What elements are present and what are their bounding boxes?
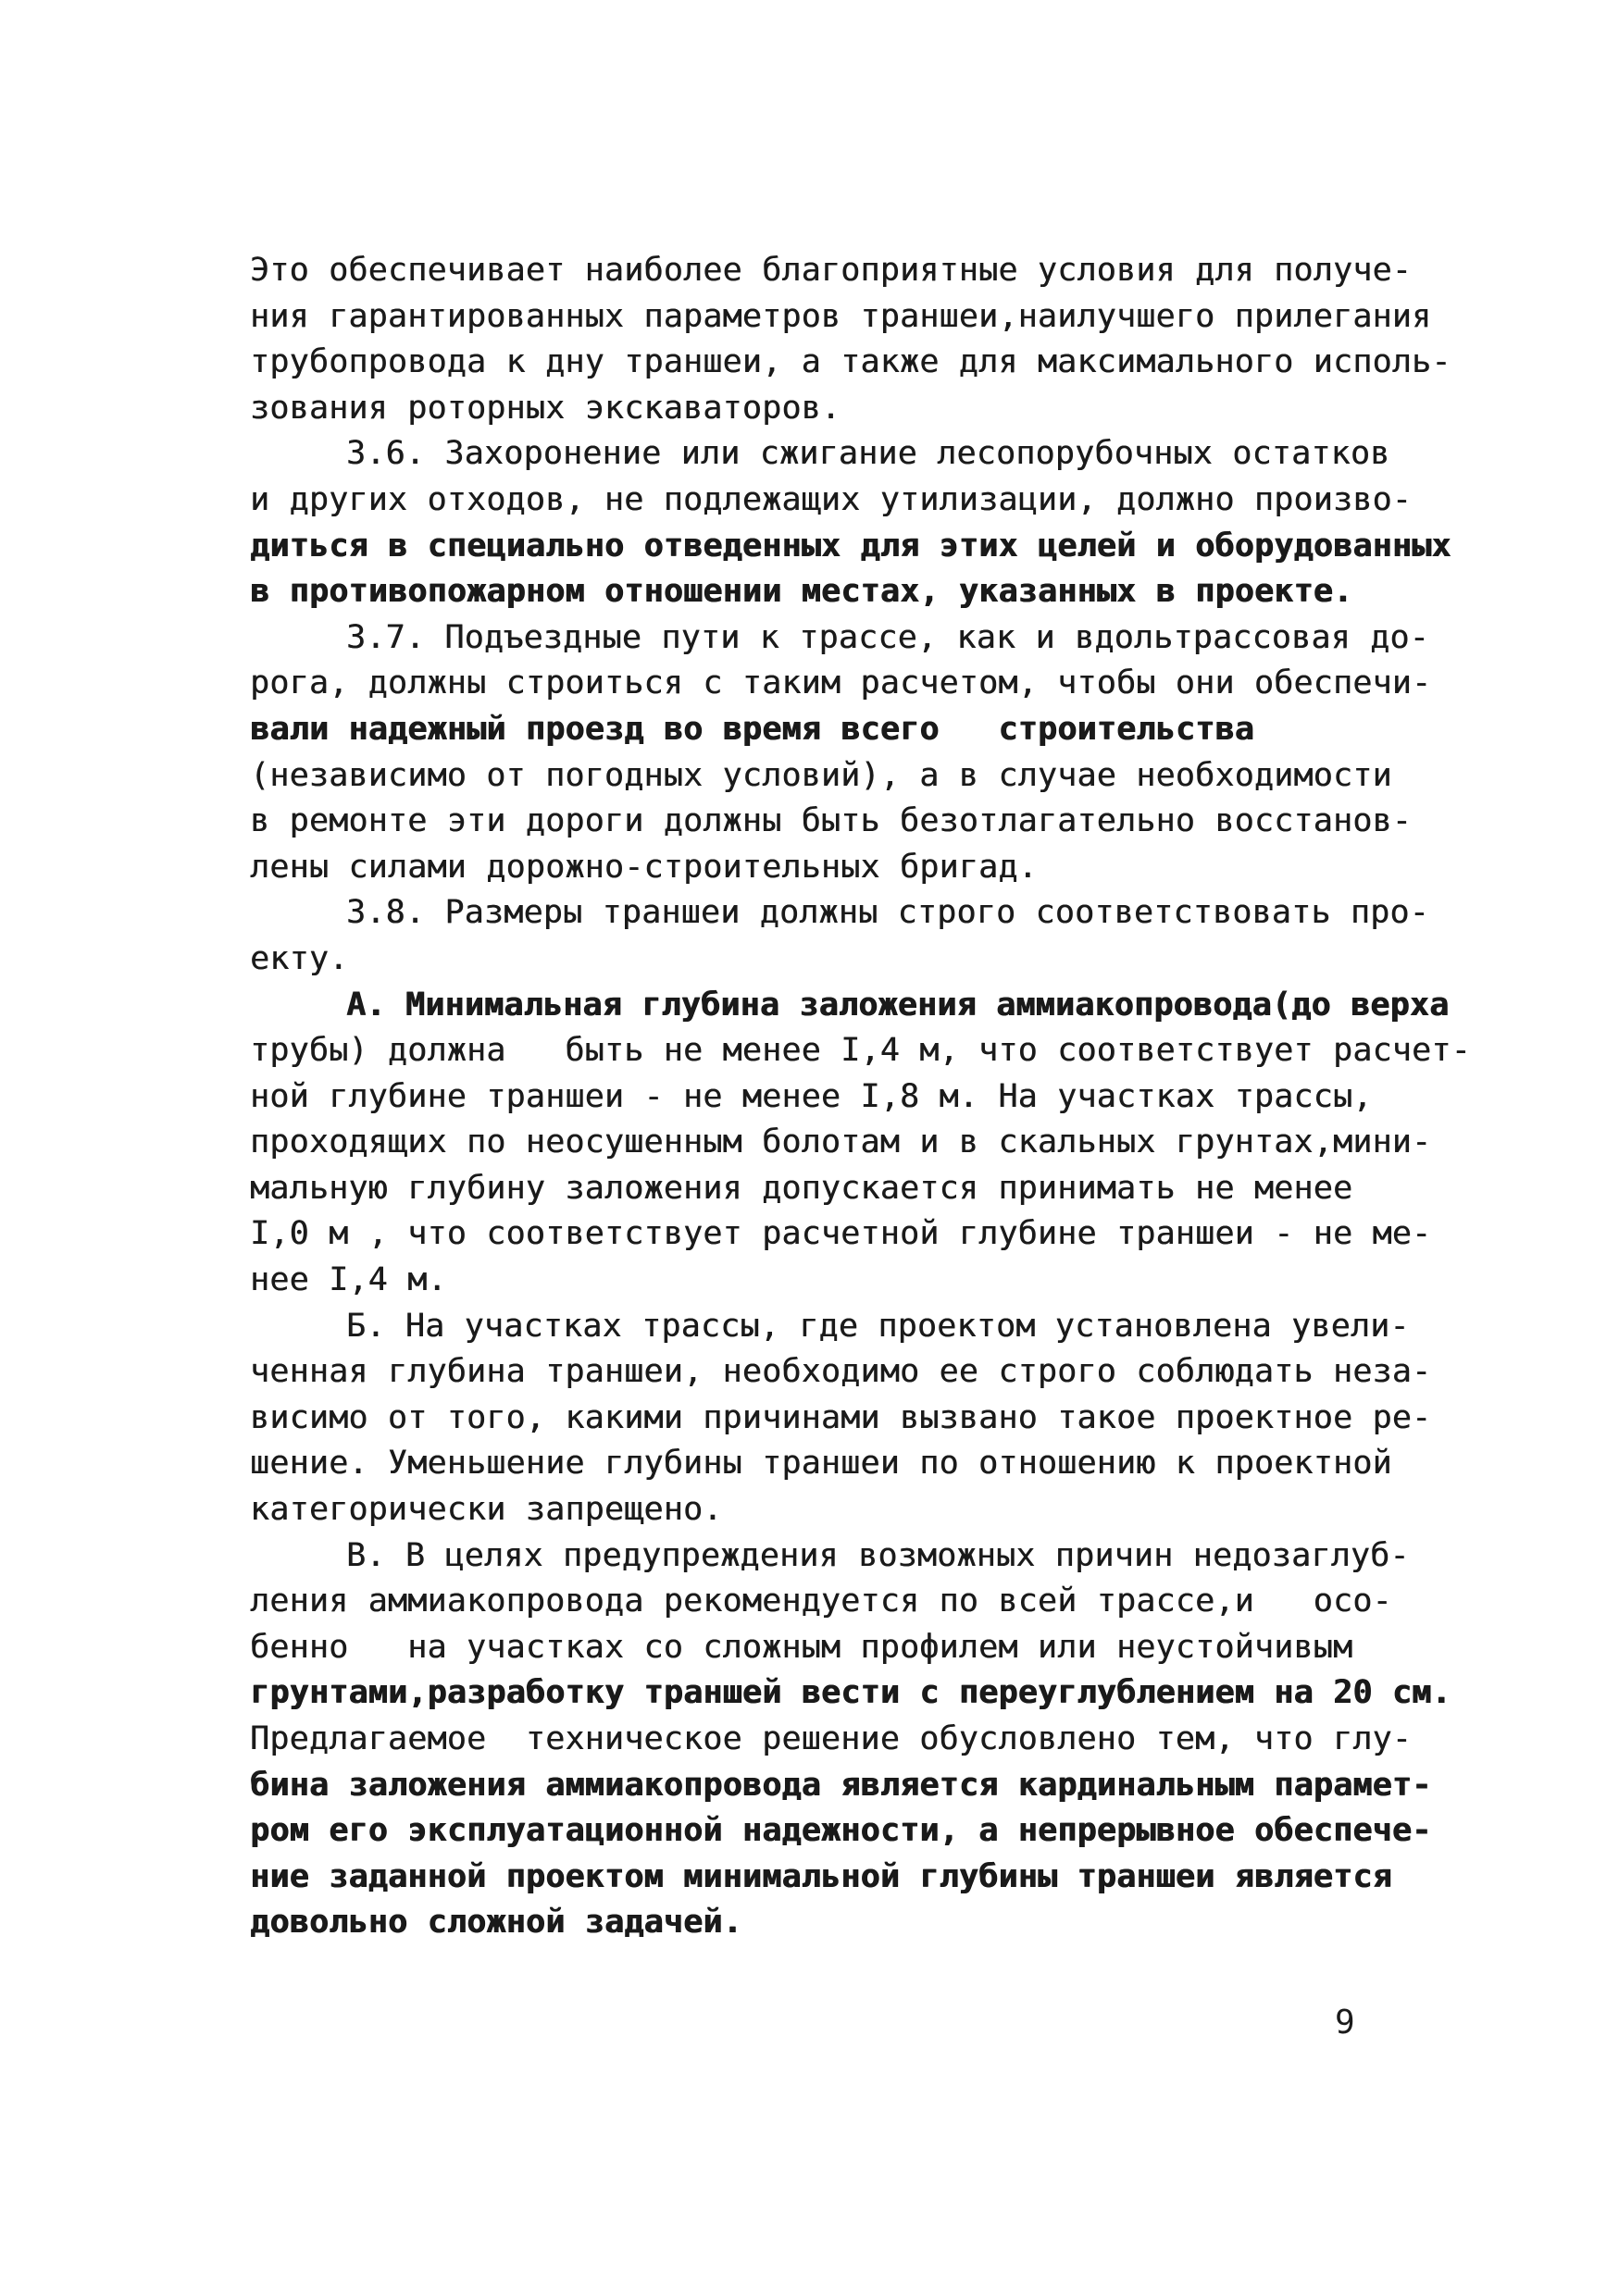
text-line: трубопровода к дну траншеи, а также для максимального исполь-	[250, 343, 1451, 381]
text-line: в ремонте эти дороги должны быть безотлагательно восстанов-	[250, 802, 1413, 840]
text-line: ром его эксплуатационной надежности, а непрерывное обеспече-	[250, 1812, 1432, 1850]
text-line: I,0 м , что соответствует расчетной глубине траншеи - не ме-	[250, 1215, 1432, 1253]
text-line: диться в специально отведенных для этих целей и оборудованных	[250, 527, 1451, 565]
text-line: екту.	[250, 939, 349, 977]
text-line: бенно на участках со сложным профилем или неустойчивым	[250, 1628, 1353, 1666]
text-line: грунтами,разработку траншей вести с переуглублением на 20 см.	[250, 1674, 1451, 1712]
text-line: проходящих по неосушенным болотам и в скальных грунтах,мини-	[250, 1123, 1432, 1161]
item-b-heading: Б. На участках трассы, где проектом установлена увели-	[346, 1307, 1410, 1345]
text-line: ления аммиакопровода рекомендуется по всей трассе,и осо-	[250, 1582, 1392, 1620]
section-3-6-heading: 3.6. Захоронение или сжигание лесопорубочных остатков	[346, 435, 1390, 473]
text-line: ния гарантированных параметров траншеи,наилучшего прилегания	[250, 297, 1432, 335]
section-3-8-heading: 3.8. Размеры траншеи должны строго соответствовать про-	[346, 894, 1429, 932]
text-line: (независимо от погодных условий), а в случае необходимости	[250, 756, 1392, 794]
text-line: довольно сложной задачей.	[250, 1904, 742, 1942]
text-line: трубы) должна быть не менее I,4 м, что соответствует расчет-	[250, 1032, 1471, 1070]
text-line: рога, должны строиться с таким расчетом, чтобы они обеспечи-	[250, 664, 1432, 702]
text-line: ной глубине траншеи - не менее I,8 м. На участках трассы,	[250, 1077, 1373, 1115]
text-line: и других отходов, не подлежащих утилизации, должно произво-	[250, 480, 1413, 518]
item-a-heading: А. Минимальная глубина заложения аммиакопровода(до верха	[346, 986, 1450, 1024]
text-line: мальную глубину заложения допускается принимать не менее	[250, 1169, 1353, 1207]
item-v-heading: В. В целях предупреждения возможных причин недозаглуб-	[346, 1536, 1410, 1574]
text-line: ние заданной проектом минимальной глубины траншеи является	[250, 1857, 1392, 1895]
text-line: Это обеспечивает наиболее благоприятные условия для получе-	[250, 252, 1413, 289]
text-line: Предлагаемое техническое решение обусловлено тем, что глу-	[250, 1720, 1413, 1757]
text-line: бина заложения аммиакопровода является кардинальным парамет-	[250, 1766, 1432, 1804]
section-3-7-heading: 3.7. Подъездные пути к трассе, как и вдольтрассовая до-	[346, 618, 1429, 656]
text-line: зования роторных экскаваторов.	[250, 389, 841, 427]
text-line: вали надежный проезд во время всего строительства	[250, 710, 1254, 748]
text-line: ченная глубина траншеи, необходимо ее строго соблюдать неза-	[250, 1353, 1432, 1391]
document-body	[250, 248, 1471, 1946]
page-number: 9	[1335, 2004, 1355, 2042]
text-line: категорически запрещено.	[250, 1491, 723, 1529]
text-line: лены силами дорожно-строительных бригад.	[250, 848, 1038, 886]
text-line: шение. Уменьшение глубины траншеи по отношению к проектной	[250, 1445, 1392, 1483]
text-line: в противопожарном отношении местах, указанных в проекте.	[250, 573, 1353, 611]
text-line: нее I,4 м.	[250, 1261, 447, 1299]
text-line: висимо от того, какими причинами вызвано такое проектное ре-	[250, 1398, 1432, 1436]
